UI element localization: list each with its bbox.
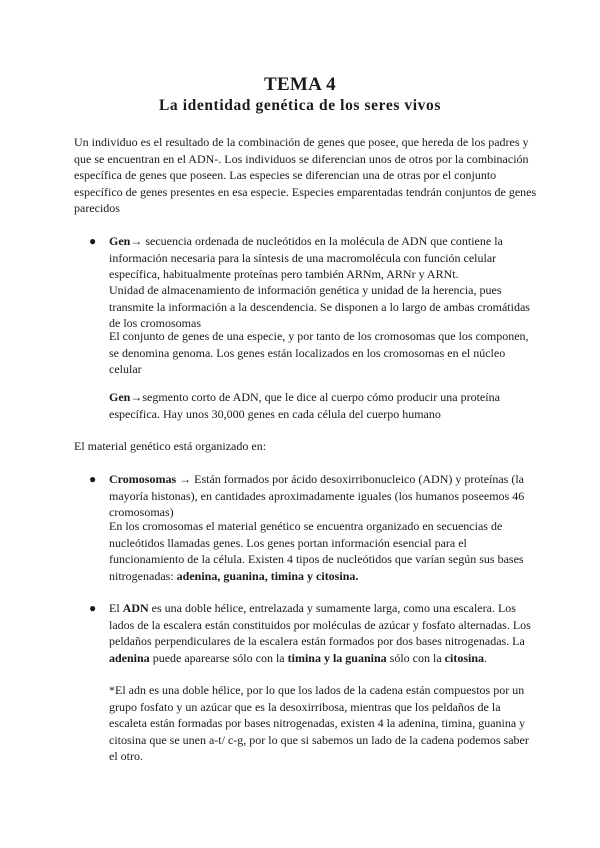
cromosomas-def2-text: En los cromosomas el material genético se encuentra organizado en secuencias de nucleótidos llamadas genes. Los genes portan información esencial para el funcionamiento de la célula. Existen 4 tipos de nucleótidos que varían según sus bases nitrogenadas: <box>109 519 524 583</box>
citosina-term: citosina <box>444 650 484 665</box>
cromosomas-term: Cromosomas <box>109 472 177 486</box>
cromosomas-definition-2 <box>109 518 539 584</box>
adn-text1: es una doble hélice, entrelazada y sumamente larga, como una escalera. Los lados de la escalera están constituidos por moléculas de azúcar y fosfato alternadas. Los peldaños perpendiculares de la escalera están formados por dos bases nitrogenadas. La <box>109 601 531 648</box>
gen-term: Gen <box>109 234 131 248</box>
adn-text2: puede aparearse sólo con la <box>149 650 288 665</box>
adn-text4: . <box>484 650 487 665</box>
adenina-term: adenina <box>109 650 150 665</box>
adn-text3: sólo con la <box>386 650 445 665</box>
bullet-adn: ● <box>89 601 97 615</box>
bullet-gen: ● <box>89 234 97 248</box>
gen-arrow: → <box>130 234 143 248</box>
cromosomas-arrow: → <box>176 472 195 486</box>
page-subtitle: La identidad genética de los seres vivos <box>158 97 442 114</box>
gen-definition-2: Unidad de almacenamiento de información genética y unidad de la herencia, pues transmite la información a la descendencia. Se disponen a lo largo de ambas cromátidas de los cromosomas <box>109 283 530 330</box>
gen-def4-text: segmento corto de ADN, que le dice al cuerpo cómo producir una proteína específica. Hay unos 30,000 genes en cada célula del cuerpo humano <box>109 390 500 421</box>
adn-note: *El adn es una doble hélice, por lo que los lados de la cadena están compuestos por un grupo fosfato y un azúcar que es la desoxirribosa, mientras que los peldaños de la escaleta están formadas por bases nitrogenadas, existen 4 la adenina, timina, guanina y citosina que se unen a-t/ c-g, por lo que si sabemos un lado de la cadena podemos saber el otro. <box>109 683 529 763</box>
timina-guanina-term: timina y la guanina <box>287 650 387 665</box>
gen-def1-text: secuencia ordenada de nucleótidos en la molécula de ADN que contiene la información necesaria para la síntesis de una macromolécula con función celular específica, habitualmente proteínas pero también ARNm, ARNr y ARNt. <box>109 234 503 281</box>
bullet-cromosomas: ● <box>89 472 97 486</box>
bases-list: adenina, guanina, timina y citosina. <box>176 568 359 583</box>
adn-term: ADN <box>122 601 149 615</box>
material-intro: El material genético está organizado en: <box>74 439 267 453</box>
gen-definition-4 <box>109 389 539 422</box>
intro-paragraph: Un individuo es el resultado de la combinación de genes que posee, que hereda de los padres y que se encuentran en el ADN-. Los individuos se diferencian unos de otros por la combinación específica de genes que poseen. Las especies se diferencian una de otras por el conjunto específico de genes presentes en esa especie. Especies emparentadas tendrán conjuntos de genes parecidos <box>74 135 537 215</box>
adn-definition <box>109 600 539 666</box>
gen-definition-1 <box>109 233 539 283</box>
gen-definition-3: El conjunto de genes de una especie, y por tanto de los cromosomas que los componen, se denomina genoma. Los genes están localizados en los cromosomas en el núcleo celular <box>109 329 529 376</box>
cromosomas-definition-1 <box>109 471 539 521</box>
gen-arrow-2: → <box>130 390 143 404</box>
gen-term-2: Gen <box>109 390 131 404</box>
adn-pre: El <box>109 601 123 615</box>
page-title: TEMA 4 <box>263 74 336 95</box>
cromosomas-def1-text: Están formados por ácido desoxirribonucleico (ADN) y proteínas (la mayoría histonas), en cantidades aproximadamente iguales (los humanos poseemos 46 cromosomas) <box>109 472 525 519</box>
